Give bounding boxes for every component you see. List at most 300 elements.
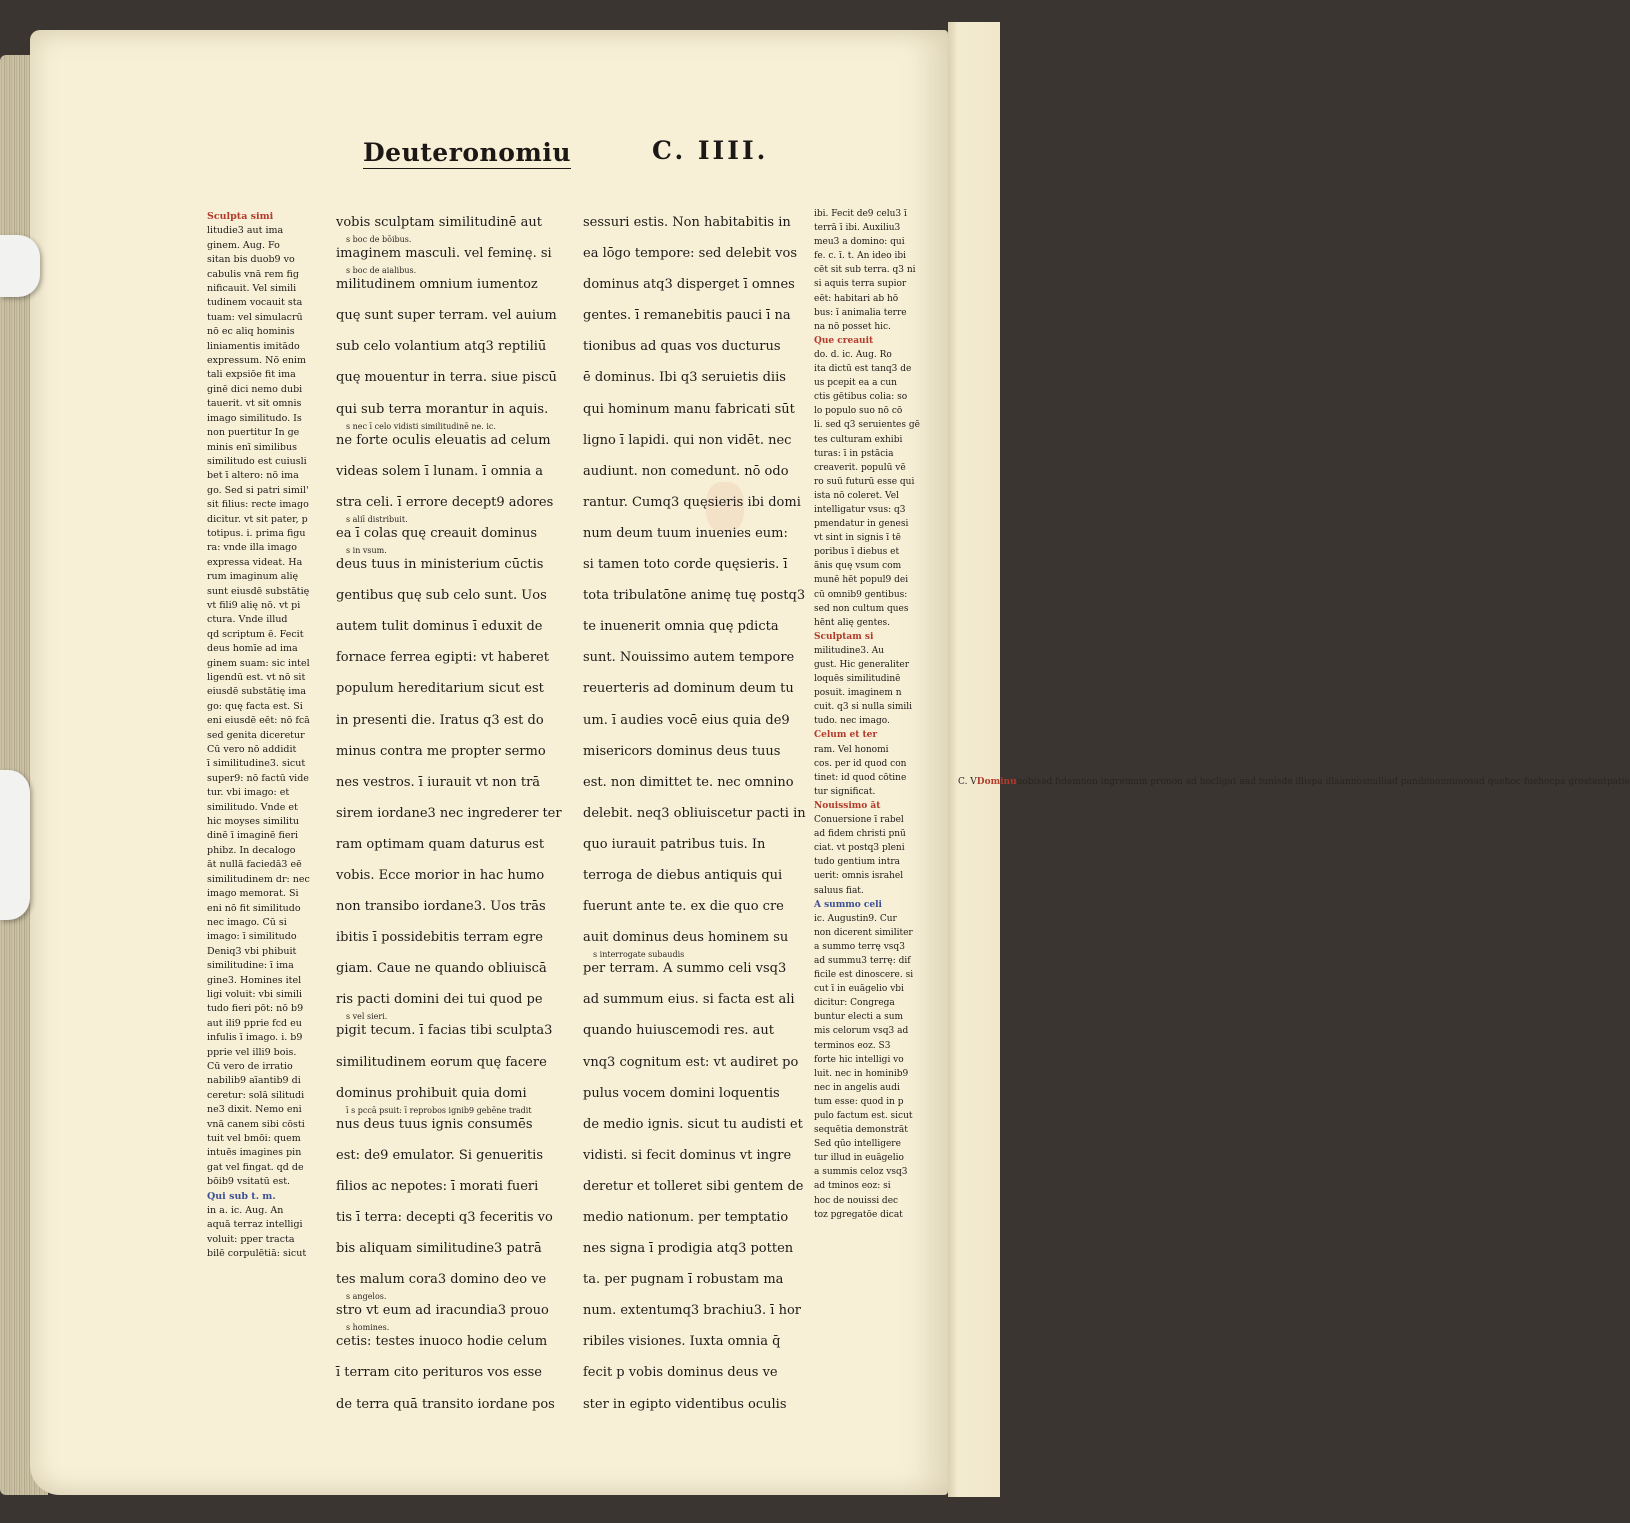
text-line-content: sirem iordane3 nec ingrederer ter (336, 805, 562, 821)
gloss-line: liniamentis imitādo (207, 340, 300, 352)
text-line (583, 1015, 805, 1046)
gloss-line: cū omnib9 gentibus: (814, 589, 908, 600)
gloss-line: ānis quę vsum com (814, 561, 902, 572)
gloss-line: nabilib9 aīantib9 di (207, 1075, 301, 1087)
gloss-line: rum imaginum alię (207, 571, 299, 583)
text-line (336, 207, 564, 238)
text-line (583, 1109, 805, 1140)
right-gloss-column (814, 207, 920, 1222)
gloss-line: ctura. Vnde illud (207, 614, 288, 626)
text-line-content: vidisti. si fecit dominus vt ingre (583, 1147, 792, 1163)
gloss-line: nō ec aliq hominis (207, 326, 295, 338)
gloss-line: nulli (1366, 777, 1387, 787)
gloss-line: ī similitudine3. sicut (207, 758, 306, 770)
text-line-content: fuerunt ante te. ex die quo cre (583, 899, 784, 915)
text-line-content: minus contra me propter sermo (336, 743, 546, 759)
text-line (336, 1171, 564, 1202)
gloss-line: uerit: omnis israhel (814, 871, 904, 882)
gloss-line: ginē dici nemo dubi (207, 383, 303, 395)
text-line: s aliī distribuit. ea ī colas quę creauit dominus (336, 514, 538, 541)
gloss-line: cos. per id quod con (814, 758, 907, 769)
gloss-line: A summo celi (814, 899, 882, 910)
main-text-column-2 (583, 207, 805, 1420)
gloss-line: vt fili9 alię nō. vt pi (207, 599, 301, 611)
text-line (583, 425, 805, 456)
gloss-line: expressa videat. Ha (207, 556, 303, 568)
gloss-line: meu3 a domino: qui (814, 237, 905, 248)
text-line: s vel sieri. pigit tecum. ī facias tibi sculpta3 (336, 1012, 553, 1039)
gloss-line: li. sed q3 seruientes gē (814, 420, 920, 431)
gloss-line: tuam: vel simulacrū (207, 311, 303, 323)
text-line-content: terroga de diebus antiquis qui (583, 867, 783, 883)
text-line (336, 1202, 564, 1233)
text-line (583, 1078, 805, 1109)
text-line-content: num deum tuum inuenies eum: (583, 525, 788, 541)
text-line-content: stra celi. ī errore decept9 adores (336, 494, 554, 510)
gloss-line: nis (1268, 777, 1282, 787)
gloss-line: go: quę facta est. Si (207, 700, 303, 712)
text-line (336, 362, 564, 393)
gloss-line: Sed qūo intelligere (814, 1139, 901, 1150)
gloss-line: similitudine: ī ima (207, 960, 294, 972)
gloss-line: ginem suam: sic intel (207, 657, 310, 669)
text-line (583, 767, 805, 798)
gloss-line: tuit vel bmōi: quem (207, 1133, 301, 1144)
gloss-line: non puertitur In ge (207, 427, 300, 439)
gloss-line: similitudinem dr: nec (207, 873, 310, 885)
text-line (336, 487, 564, 518)
gloss-line: patie (1606, 777, 1630, 787)
text-line (336, 1264, 564, 1295)
gloss-line: nonnu (1429, 777, 1458, 787)
gloss-line: us pcepit ea a cun (814, 378, 897, 389)
gloss-line: infulis ī imago. i. b9 (207, 1032, 303, 1044)
gloss-line: non ingre (1080, 777, 1125, 787)
gloss-line: do. d. ic. Aug. Ro (814, 349, 892, 360)
text-line (583, 362, 805, 393)
text-line (336, 984, 564, 1015)
gloss-line: tur illud in euāgelio (814, 1153, 904, 1164)
gloss-line: pulo factum est. sicut (814, 1111, 913, 1121)
gloss-line: vnā canem sibi cōsti (207, 1118, 305, 1130)
gloss-line: minis enī similibus (207, 441, 298, 453)
text-line-content: ram optimam quam daturus est (336, 836, 545, 852)
gloss-line: tur significat. (814, 786, 876, 797)
gloss-line: hec (1538, 777, 1555, 787)
gloss-line: tes culturam exhibi (814, 434, 903, 445)
text-line-content: in presenti die. Iratus q3 est do (336, 712, 544, 728)
text-line (336, 922, 564, 953)
gloss-line: tudo fieri pōt: nō b9 (207, 1003, 304, 1015)
text-line (336, 767, 564, 798)
text-line-content: vobis. Ecce morior in hac humo (336, 867, 545, 883)
text-line-content: filios ac nepotes: ī morati fueri (336, 1178, 539, 1194)
gloss-line: dicitur. vt sit pater, p (207, 513, 308, 525)
gloss-line: ctis gētibus colia: so (814, 392, 908, 403)
gloss-line: dicitur: Congrega (814, 998, 895, 1009)
text-line-content: audiunt. non comedunt. nō odo (583, 463, 789, 479)
gloss-line: ibi. Fecit de9 celu3 ī (814, 209, 907, 219)
gloss-line: de illis (1281, 777, 1312, 787)
text-line (583, 580, 805, 611)
text-line-content: ad summum eius. si facta est ali (583, 992, 795, 1008)
gloss-line: deus homīe ad ima (207, 643, 298, 655)
gloss-line: bilē corpulētiā: sicut (207, 1248, 307, 1260)
text-line: s homines. cetis: testes inuoco hodie celum (336, 1323, 548, 1350)
text-line-content: ibitis ī possidebitis terram egre (336, 930, 543, 946)
gloss-line: non ad hoc (1165, 777, 1217, 787)
gloss-line: poribus ī diebus et (814, 547, 900, 558)
gloss-line: Nouissimo āt (814, 800, 881, 811)
gloss-line: saluus fiat. (814, 885, 864, 896)
gloss-line: ram. Vel honomi (814, 744, 889, 755)
gloss-line: bet ī altero: nō ima (207, 470, 299, 482)
gloss-line: aquā terraz intelligi (207, 1219, 303, 1231)
text-line (583, 300, 805, 331)
gloss-line: gat vel fingat. qd de (207, 1161, 304, 1173)
gloss-line: na nō posset hic. (814, 321, 891, 332)
gloss-line: Deniq3 vbi phibuit (207, 945, 297, 957)
text-line-content: videas solem ī lunam. ī omnia a (336, 463, 544, 479)
gloss-line: sed genita diceretur (207, 729, 305, 741)
left-gloss-column (207, 210, 310, 1262)
text-line (336, 1078, 564, 1109)
text-line-content: giam. Caue ne quando obliuiscā (336, 961, 547, 977)
gloss-line: expressum. Nō enim (207, 355, 306, 367)
gloss-line: hoc fue (1504, 777, 1539, 787)
text-line: s nec ī celo vidisti similitudinē ne. ic. ne forte oculis eleuatis ad celum (336, 421, 551, 448)
gloss-line: pmendatur in genesi (814, 519, 909, 530)
text-line (583, 611, 805, 642)
text-line-content: ta. per pugnam ī robustam ma (583, 1272, 784, 1288)
gloss-line: intelligatur vsus: q3 (814, 504, 906, 515)
text-line-content: de terra quā transito iordane pos (336, 1396, 555, 1412)
text-line (336, 456, 564, 487)
facing-page (948, 22, 1000, 1497)
gloss-line: gine3. Homines itel (207, 974, 302, 986)
gloss-line: eni nō fit similitudo (207, 902, 301, 914)
gloss-line: ne3 dixit. Nemo eni (207, 1104, 302, 1116)
gloss-line: ciat. vt postq3 pleni (814, 843, 905, 854)
text-line-content: quę sunt super terram. vel auium (336, 308, 557, 324)
gloss-line: non dicerent similiter (814, 927, 913, 938)
text-line-content: fornace ferrea egipti: vt haberet (336, 650, 549, 666)
chapter-number: C. IIII. (652, 136, 769, 165)
text-line (583, 207, 805, 238)
gloss-line: voluit: pper tracta (207, 1233, 295, 1245)
gloss-line: nibi (1411, 777, 1430, 787)
text-line (336, 1357, 564, 1388)
gloss-line: totipus. i. prima figu (207, 527, 306, 539)
gloss-line: imago similitudo. Is (207, 412, 302, 424)
thumb-top-glove (0, 235, 40, 297)
text-line-content: similitudinem eorum quę facere (336, 1054, 547, 1070)
gloss-line: luit. nec in hominib9 (814, 1068, 909, 1079)
gloss-line: hoc de nouissi dec (814, 1195, 899, 1206)
gloss-line: super9: nō factū vide (207, 772, 309, 784)
gloss-line: cēt sit sub terra. q3 ni (814, 265, 916, 276)
gloss-line: toz pgregatōe dicat (814, 1209, 903, 1220)
gloss-line: turas: ī in pstācia (814, 448, 894, 459)
text-line-content: reuerteris ad dominum deum tu (583, 681, 794, 697)
text-line (336, 394, 564, 425)
text-line (336, 642, 564, 673)
text-line-content: sunt. Nouissimo autem tempore (583, 650, 795, 666)
text-line-content: non transibo iordane3. Uos trās (336, 899, 546, 915)
text-line (336, 736, 564, 767)
gloss-line: fe. c. ī. t. An ideo ibi (814, 251, 906, 262)
text-line: s interrogate subaudis per terram. A summo celi vsq3 (583, 950, 787, 977)
gloss-line: ad tu (1244, 777, 1269, 787)
gloss-line: tinet: id quod cōtine (814, 772, 907, 783)
gloss-line: ficile est dinoscere. si (814, 970, 914, 981)
text-line (583, 1140, 805, 1171)
text-line: s boc de aialibus. militudinem omnium iumentoz (336, 266, 538, 293)
text-line-content: num. extentumq3 brachiu3. ī hor (583, 1303, 802, 1319)
text-line (583, 1047, 805, 1078)
text-line: s in vsum. deus tuus in ministerium cūctis (336, 546, 544, 573)
gloss-line: C. V (958, 777, 977, 787)
text-line-content: populum hereditarium sicut est (336, 681, 544, 697)
text-line-content: um. ī audies vocē eius quia de9 (583, 712, 790, 728)
gloss-line: hēnt alię gentes. (814, 617, 891, 628)
text-line (583, 1233, 805, 1264)
text-line (336, 1389, 564, 1420)
gloss-line: tudinem vocauit sta (207, 297, 303, 309)
text-line (336, 1047, 564, 1078)
text-line (583, 673, 805, 704)
text-line-content: vobis sculptam similitudinē aut (336, 215, 542, 230)
gloss-line: cut ī in euāgelio vbi (814, 984, 904, 995)
gloss-line: ad pa (1386, 777, 1412, 787)
gloss-line: a summis celoz vsq3 (814, 1167, 908, 1178)
gloss-line: Que creauit (814, 335, 874, 346)
gloss-line: Sculpta simi (207, 211, 274, 222)
text-line (583, 860, 805, 891)
gloss-line: si aquis terra supior (814, 279, 907, 290)
text-line (583, 829, 805, 860)
text-line-content: quo iurauit patribus tuis. In (583, 836, 766, 852)
gloss-line: munē hēt popul9 dei (814, 575, 909, 586)
text-line-content: ster in egipto videntibus oculis (583, 1396, 787, 1412)
gloss-line: Sculptam si (814, 631, 874, 642)
gloss-line: Conuersione ī rabel (814, 815, 904, 826)
gloss-line: go. Sed si patri simil' (207, 484, 309, 496)
text-line (583, 238, 805, 269)
text-line (336, 891, 564, 922)
text-line-content: ea lōgo tempore: sed delebit vos (583, 246, 798, 262)
text-line-content: si tamen toto corde quęsieris. ī (583, 557, 788, 573)
gloss-line: buntur electi a sum (814, 1012, 904, 1023)
text-line-content: militudinem omnium iumentoz (336, 277, 538, 293)
gloss-line: creaverit. populū vē (814, 462, 906, 473)
gloss-line: cuit. q3 si nulla simili (814, 702, 913, 713)
text-line (583, 1202, 805, 1233)
gloss-line: sed non cultum ques (814, 603, 909, 614)
gloss-line: pa gro (1554, 777, 1584, 787)
gloss-line: ic. Augustin9. Cur (814, 913, 897, 924)
text-line (583, 1326, 805, 1357)
text-line-content: dominus prohibuit quia domi (336, 1085, 527, 1101)
text-line (336, 673, 564, 704)
text-line-content: nes vestros. ī iurauit vt non trā (336, 774, 541, 790)
gloss-line: lo populo suo nō cō (814, 406, 903, 417)
text-line-content: ris pacti domini dei tui quod pe (336, 992, 543, 1008)
gloss-line: eni eiusdē eēt: nō fcā (207, 715, 310, 727)
gloss-line: ad que (1473, 777, 1505, 787)
text-line-content: deretur et tolleret sibi gentem de (583, 1178, 804, 1194)
text-line-content: quando huiuscemodi res. aut (583, 1023, 774, 1039)
text-line (583, 518, 805, 549)
text-line (583, 549, 805, 580)
gloss-line: intuēs imagines pin (207, 1147, 302, 1159)
gloss-line: cabulis vnā rem fig (207, 268, 299, 280)
gloss-line: mis celorum vsq3 ad (814, 1026, 909, 1037)
text-line (583, 891, 805, 922)
gloss-line: tudo. nec imago. (814, 716, 890, 727)
text-line-content: ne forte oculis eleuatis ad celum (336, 432, 551, 448)
text-line-content: quę mouentur in terra. siue piscū (336, 370, 557, 386)
text-line-content: est: de9 emulator. Si genueritis (336, 1147, 543, 1163)
facing-page-fragment (958, 775, 1630, 790)
text-line-content: tionibus ad quas vos ducturus (583, 339, 781, 355)
text-line-content: sub celo volantium atq3 reptiliū (336, 339, 547, 355)
text-line-content: dominus atq3 disperget ī omnes (583, 277, 795, 293)
text-line (583, 331, 805, 362)
thumb-bottom-glove (0, 770, 30, 920)
gloss-line: imago memorat. Si (207, 888, 299, 900)
gloss-line: ligi voluit: vbi simili (207, 988, 303, 1000)
text-line-content: qui hominum manu fabricati sūt (583, 401, 795, 417)
text-line-content: bis aliquam similitudine3 patrā (336, 1241, 542, 1257)
text-line-content: qui sub terra morantur in aquis. (336, 401, 549, 417)
gloss-line: nificauit. Vel simili (207, 283, 297, 295)
gloss-line: a summo terrę vsq3 (814, 941, 905, 952)
gloss-line: sit filius: recte imago (207, 499, 309, 511)
text-line-content: misericors dominus deus tuus (583, 743, 781, 759)
text-line (583, 1264, 805, 1295)
gloss-line: bōib9 vsitatū est. (207, 1176, 291, 1188)
gloss-line: litudie3 aut ima (207, 225, 284, 237)
gloss-line: tali expsiōe fit ima (207, 369, 296, 381)
text-line (336, 705, 564, 736)
text-line (583, 269, 805, 300)
text-line-content: autem tulit dominus ī eduxit de (336, 619, 543, 635)
gloss-line: ad tminos eoz: si (814, 1181, 891, 1192)
text-line (583, 736, 805, 767)
gloss-line: Dominu (976, 777, 1017, 787)
gloss-line: hic moyses similitu (207, 816, 299, 828)
text-line (583, 984, 805, 1015)
text-line (583, 922, 805, 953)
text-line (336, 1140, 564, 1171)
gloss-line: nec in angelis audi (814, 1082, 900, 1093)
running-title: Deuteronomiu (363, 138, 572, 167)
text-line (336, 580, 564, 611)
text-line-content: nus deus tuus ignis consumēs (336, 1116, 533, 1132)
gloss-line: terrā ī ibi. Auxiliu3 (814, 223, 901, 234)
text-line (583, 1171, 805, 1202)
gloss-line: imago: ī similitudo (207, 931, 297, 943)
text-line-content: rantur. Cumq3 quęsieris ibi domi (583, 494, 801, 510)
text-line (583, 1295, 805, 1326)
text-line-content: vnq3 cognitum est: vt audiret po (583, 1054, 799, 1070)
text-line (583, 394, 805, 425)
gloss-line: loquēs similitudinē (814, 674, 901, 685)
text-line-content: imaginem masculi. vel feminę. si (336, 246, 552, 262)
text-line-content: deus tuus in ministerium cūctis (336, 557, 544, 573)
gloss-line: dinē ī imaginē fieri (207, 830, 299, 842)
gloss-line: āt nullā faciedā3 eē (207, 859, 302, 871)
gloss-line: vt sint in signis ī tē (814, 533, 901, 544)
gloss-line: tudo gentium intra (814, 857, 900, 868)
text-line-content: tis ī terra: decepti q3 feceritis vo (336, 1210, 553, 1225)
gloss-line: ro suū futurū esse qui (814, 476, 915, 487)
text-line: s angelos. stro vt eum ad iracundia3 prouo (336, 1292, 549, 1319)
text-line (336, 829, 564, 860)
gloss-line: tauerit. vt sit omnis (207, 398, 302, 410)
gloss-line: nec imago. Cū si (207, 916, 287, 928)
text-line-content: pigit tecum. ī facias tibi sculpta3 (336, 1023, 553, 1039)
gloss-line: sunt eiusdē substātię (207, 585, 310, 597)
gloss-line: ad fidem christi pnū (814, 829, 906, 840)
text-line (336, 300, 564, 331)
text-line (336, 798, 564, 829)
gloss-line: in a. ic. Aug. An (207, 1205, 284, 1217)
gloss-line: nobis (1016, 777, 1042, 787)
gloss-line: pa illa (1311, 777, 1340, 787)
gloss-line: similitudo est cuiusli (207, 455, 307, 467)
gloss-line: sequētia demonstrāt (814, 1125, 908, 1136)
text-line-content: sessuri estis. Non habitabitis in (583, 215, 791, 230)
gloss-line: pprie vel illi9 bois. (207, 1046, 297, 1058)
text-line-content: de medio ignis. sicut tu audisti et (583, 1116, 803, 1132)
gloss-line: uos (1457, 777, 1474, 787)
gloss-line: ista nō coleret. Vel (814, 490, 899, 501)
gloss-line: bus: ī animalia terre (814, 307, 907, 318)
text-line-content: auit dominus deus hominem su (583, 930, 789, 946)
gloss-line: ad fidem (1041, 777, 1081, 787)
gloss-line: ra: vnde illa imago (207, 542, 297, 554)
gloss-line: aut ili9 pprie fcd eu (207, 1017, 302, 1029)
gloss-line: ligendū est. vt nō sit (207, 672, 306, 683)
text-line-content: est. non dimittet te. nec omnino (583, 774, 794, 790)
main-text-column-1 (336, 207, 564, 1420)
text-line-content: nes signa ī prodigia atq3 potten (583, 1241, 794, 1257)
text-line (336, 953, 564, 984)
text-line-content: ī terram cito perituros vos esse (336, 1365, 543, 1381)
text-line (583, 798, 805, 829)
text-line-content: per terram. A summo celi vsq3 (583, 961, 787, 977)
text-line (583, 1389, 805, 1420)
text-line (583, 1357, 805, 1388)
gloss-line: similitudo. Vnde et (207, 801, 298, 813)
text-line: s boc de bōibus. imaginem masculi. vel feminę. si (336, 235, 552, 262)
text-line: ī s pccā psuit: ī reprobos ignib9 gebēne tradit nus deus tuus ignis consumēs (336, 1105, 533, 1132)
text-line (336, 860, 564, 891)
gloss-line: qd scriptum ē. Fecit (207, 628, 304, 640)
gloss-line: sitan bis duob9 vo (207, 254, 295, 266)
gloss-line: Cū vero de irratio (207, 1060, 293, 1072)
gloss-line: Cū vero nō addidit (207, 744, 297, 756)
text-line-content: gentes. ī remanebitis pauci ī na (583, 308, 791, 324)
text-line-content: te inuenerit omnia quę pdicta (583, 619, 779, 635)
gloss-line: mum pro (1124, 777, 1166, 787)
text-line (583, 705, 805, 736)
text-line-content: fecit p vobis dominus deus ve (583, 1365, 778, 1381)
gloss-line: Qui sub t. m. (207, 1190, 276, 1202)
gloss-line: ginem. Aug. Fo (207, 239, 280, 251)
